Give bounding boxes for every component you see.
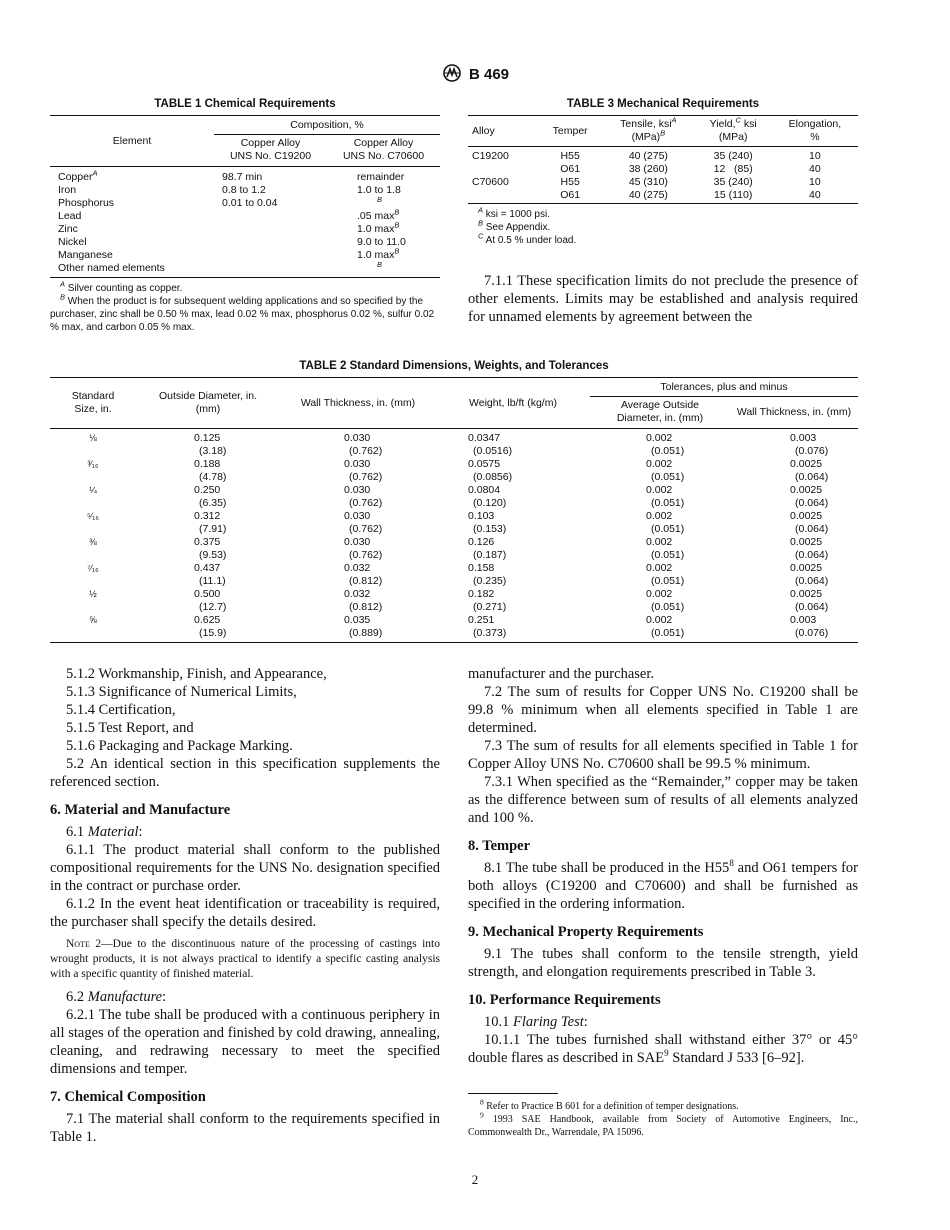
- para-5-2: 5.2 An identical section in this specification supplements the referenced section.: [50, 756, 440, 790]
- para-5-1-6: 5.1.6 Packaging and Package Marking.: [66, 738, 293, 754]
- para-6-2-1: 6.2.1 The tube shall be produced with a continuous periphery in all stages of the operation and finished by cold drawing, annealing, cleaning, and redrawing necessary to meet the specified dimensions and temper.: [50, 1007, 440, 1077]
- table-1-row: [50, 223, 440, 236]
- para-6-1: 6.1 Material:: [66, 824, 143, 840]
- table-2-cell-od: 0.125 (3.18): [194, 432, 227, 457]
- table-2-cell-od: 0.500 (12.7): [194, 588, 227, 613]
- table-2-cell-tol-od: 0.002 (0.051): [646, 432, 685, 457]
- table-2-cell-tol-od: 0.002 (0.051): [646, 588, 685, 613]
- table-2-cell-wall: 0.030 (0.762): [344, 458, 383, 483]
- table-1-cell-element: Phosphorus: [58, 197, 115, 209]
- table-2-cell-tol-wall: 0.0025 (0.064): [790, 562, 829, 587]
- para-10-1: 10.1 Flaring Test:: [484, 1014, 588, 1030]
- table-1-footnote-a: $^A$ Silver counting as copper.: [60, 279, 183, 294]
- table-1-cell-element: Nickel: [58, 236, 87, 248]
- footnote-8: $^8$ Refer to Practice B 601 for a definition of temper designations.: [480, 1097, 739, 1112]
- table-3-row: [468, 163, 858, 176]
- table-2-cell-size: ³⁄₁₆: [87, 459, 99, 469]
- table-1-header-c19200: Copper Alloy UNS No. C19200: [229, 137, 312, 162]
- para-5-1-3: 5.1.3 Significance of Numerical Limits,: [66, 684, 297, 700]
- table-3-cell-yield: 12 (85): [713, 163, 753, 175]
- table-2-header-size: Standard Size, in.: [50, 378, 136, 429]
- table-2-row: [50, 510, 858, 536]
- table-1-cell-c70600: 1.0 to 1.8: [357, 184, 401, 196]
- table-2-cell-size: ½: [89, 589, 97, 599]
- section-6-heading: 6. Material and Manufacture: [50, 802, 231, 818]
- table-3-cell-alloy: [468, 163, 538, 176]
- table-1-cell-c70600: 1.0 $\max^B$: [357, 220, 400, 235]
- table-3-header-yield: Yield,$^C$ ksi (MPa): [709, 115, 757, 143]
- page-number: 2: [471, 1172, 479, 1187]
- table-2-cell-weight: 0.0804 (0.120): [468, 484, 507, 509]
- table-1-cell-c70600: 1.0 $\max^B$: [357, 246, 400, 261]
- table-2-row: [50, 429, 858, 459]
- astm-logo-icon: [441, 64, 463, 86]
- table-1-cell-c70600: B: [377, 194, 383, 204]
- table-3-caption: TABLE 3 Mechanical Requirements: [566, 98, 760, 110]
- table-3-cell-elongation: 10: [809, 150, 821, 162]
- table-3-cell-alloy: C19200: [472, 150, 509, 162]
- table-2-cell-wall: 0.032 (0.812): [344, 562, 383, 587]
- table-2-cell-tol-wall: 0.0025 (0.064): [790, 588, 829, 613]
- table-2-cell-tol-od: 0.002 (0.051): [646, 484, 685, 509]
- table-1-cell-element: Lead: [58, 210, 82, 222]
- section-7-heading: 7. Chemical Composition: [50, 1089, 206, 1105]
- table-1-cell-c19200: [214, 262, 327, 278]
- table-2-cell-tol-wall: 0.0025 (0.064): [790, 484, 829, 509]
- table-2-cell-od: 0.437 (11.1): [194, 562, 226, 587]
- para-6-2: 6.2 Manufacture:: [66, 989, 167, 1005]
- table-2-cell-size: ⁵⁄₁₆: [87, 511, 99, 521]
- table-3-cell-temper: O61: [560, 163, 581, 175]
- section-8-heading: 8. Temper: [468, 838, 531, 854]
- para-7-3: 7.3 The sum of results for all elements specified in Table 1 for Copper Alloy UNS No. C70600 shall be 99.5 % minimum.: [468, 738, 858, 772]
- table-3-header-elongation: Elongation, %: [788, 118, 842, 143]
- para-8-1: 8.1 The tube shall be produced in the $H55^8$ and O61 tempers for both alloys (C19200 and C70600) and shall be furnished as specified in the ordering information.: [468, 858, 859, 912]
- table-3-cell-alloy: C70600: [472, 176, 509, 188]
- table-3-cell-temper: H55: [560, 150, 580, 162]
- table-1-caption: TABLE 1 Chemical Requirements: [154, 98, 336, 110]
- table-3-row: [468, 176, 858, 189]
- table-2-row: [50, 588, 858, 614]
- table-2-cell-weight: 0.251 (0.373): [468, 614, 507, 639]
- table-2-cell-tol-wall: 0.003 (0.076): [790, 614, 829, 639]
- para-6-1-1: 6.1.1 The product material shall conform to the published compositional requirements for the UNS No. designation specified in the contract or purchase order.: [50, 842, 440, 894]
- table-3-cell-elongation: 10: [809, 176, 821, 188]
- table-2-cell-weight: 0.0347 (0.0516): [468, 432, 513, 457]
- table-3-cell-tensile: 38 (260): [628, 163, 668, 175]
- note-2: Note 2—Due to the discontinuous nature of the processing of castings into wrought products, it is not always practical to identify a specific casting analysis with a specific quantity of finished material.: [50, 938, 440, 980]
- table-2-cell-od: 0.625 (15.9): [194, 614, 227, 639]
- table-2-row: [50, 536, 858, 562]
- table-3-cell-elongation: 40: [809, 189, 821, 201]
- table-1-row: [50, 262, 440, 278]
- para-5-1-2: 5.1.2 Workmanship, Finish, and Appearance,: [66, 666, 327, 682]
- table-1-cell-element: Manganese: [58, 249, 113, 261]
- table-2-cell-tol-wall: 0.0025 (0.064): [790, 458, 829, 483]
- table-1-header-composition: Composition, %: [214, 116, 440, 135]
- table-1-row: [50, 236, 440, 249]
- table-1-footnotes: [50, 279, 440, 334]
- table-2-header-weight: Weight, lb/ft (kg/m): [436, 378, 590, 429]
- table-2-cell-od: 0.250 (6.35): [194, 484, 227, 509]
- table-3-cell-temper: H55: [560, 176, 580, 188]
- table-3-cell-elongation: 40: [809, 163, 821, 175]
- table-2-header-tol-od: Average Outside Diameter, in. (mm): [616, 399, 704, 424]
- table-3-cell-tensile: 40 (275): [628, 150, 668, 162]
- table-2-cell-size: ⁷⁄₁₆: [87, 563, 99, 573]
- page-header: [0, 64, 950, 86]
- table-2-cell-size: ¼: [89, 485, 97, 495]
- table-1-cell-c19200: [214, 236, 327, 249]
- table-2-cell-weight: 0.182 (0.271): [468, 588, 507, 613]
- table-2-header-wall: Wall Thickness, in. (mm): [280, 378, 436, 429]
- para-7-1: 7.1 The material shall conform to the requirements specified in Table 1.: [50, 1111, 440, 1145]
- table-2-cell-tol-od: 0.002 (0.051): [646, 536, 685, 561]
- table-2-row: [50, 614, 858, 643]
- table-3-header-tensile: Tensile, ksi$^A$ (MPa)$^B$: [620, 115, 677, 143]
- table-1-grid: [50, 115, 440, 278]
- para-7-2: 7.2 The sum of results for Copper UNS No. C19200 shall be 99.8 % minimum when all elements specified in Table 1 are determined.: [468, 684, 858, 736]
- table-2-cell-tol-wall: 0.0025 (0.064): [790, 510, 829, 535]
- table-1-cell-c70600: B: [377, 259, 383, 269]
- para-7-1-1: 7.1.1 These specification limits do not preclude the presence of other elements. Limits may be established and analysis required for unnamed elements by agreement between the: [468, 273, 858, 325]
- table-2-cell-od: 0.188 (4.78): [194, 458, 227, 483]
- table-2-cell-weight: 0.103 (0.153): [468, 510, 507, 535]
- table-2-cell-size: ⅝: [89, 615, 97, 625]
- table-2-cell-wall: 0.030 (0.762): [344, 536, 383, 561]
- table-3-header-alloy: Alloy: [472, 124, 495, 137]
- table-2-cell-weight: 0.158 (0.235): [468, 562, 507, 587]
- footnote-9: $^9$ 1993 SAE Handbook, available from Society of Automotive Engineers, Inc., Commonwealth Dr., Warrendale, PA 15096.: [468, 1110, 858, 1138]
- table-2: [50, 360, 858, 643]
- table-2-grid: [50, 377, 858, 643]
- table-1-cell-c70600: .05 $\max^B$: [357, 207, 400, 222]
- table-2-row: [50, 458, 858, 484]
- table-3-cell-yield: 15 (110): [714, 189, 753, 201]
- table-2-caption: TABLE 2 Standard Dimensions, Weights, and Tolerances: [299, 360, 609, 372]
- table-1-cell-element: Iron: [58, 184, 77, 196]
- table-2-cell-tol-od: 0.002 (0.051): [646, 510, 685, 535]
- table-1-row: [50, 210, 440, 223]
- table-3-row: [468, 189, 858, 204]
- table-1: [50, 98, 440, 334]
- table-1-cell-c19200: [214, 223, 327, 236]
- table-2-cell-wall: 0.032 (0.812): [344, 588, 383, 613]
- table-3-cell-yield: 35 (240): [713, 150, 753, 162]
- para-6-1-2: 6.1.2 In the event heat identification or traceability is required, the purchaser shall specify the details desired.: [50, 896, 440, 930]
- table-3-footnotes: [468, 205, 858, 247]
- table-1-header-c70600: Copper Alloy UNS No. C70600: [342, 137, 425, 162]
- right-column: [468, 665, 858, 1139]
- table-1-cell-c19200: 98.7 min: [222, 171, 263, 183]
- table-2-row: [50, 562, 858, 588]
- section-10-heading: 10. Performance Requirements: [468, 992, 661, 1008]
- table-1-cell-element: Other named elements: [58, 262, 165, 274]
- table-1-header-element: Element: [50, 116, 214, 167]
- para-7-1-1-continued: manufacturer and the purchaser.: [468, 666, 654, 682]
- table-2-cell-size: ⅛: [89, 433, 97, 443]
- table-3-header-temper: Temper: [552, 124, 588, 137]
- table-3-grid: [468, 115, 858, 204]
- para-5-1-5: 5.1.5 Test Report, and: [66, 720, 194, 736]
- para-5-1-4: 5.1.4 Certification,: [66, 702, 176, 718]
- para-7-3-1: 7.3.1 When specified as the “Remainder,” copper may be taken as the difference between sum of results of all elements analyzed and 100 %.: [468, 774, 858, 826]
- designation: B 469: [468, 66, 510, 83]
- table-2-cell-wall: 0.030 (0.762): [344, 510, 383, 535]
- section-9-heading: 9. Mechanical Property Requirements: [468, 924, 704, 940]
- table-2-cell-tol-od: 0.002 (0.051): [646, 562, 685, 587]
- table-2-cell-od: 0.375 (9.53): [194, 536, 227, 561]
- table-2-cell-tol-wall: 0.0025 (0.064): [790, 536, 829, 561]
- table-1-row: [50, 197, 440, 210]
- table-2-cell-wall: 0.030 (0.762): [344, 432, 383, 457]
- table-1-cell-c70600: 9.0 to 11.0: [357, 236, 406, 248]
- table-2-cell-weight: 0.126 (0.187): [468, 536, 507, 561]
- footnote-rule: [468, 1093, 558, 1094]
- table-1-cell-element: Zinc: [58, 223, 78, 235]
- table-1-cell-c19200: [214, 249, 327, 262]
- table-3: [468, 98, 858, 247]
- table-2-cell-od: 0.312 (7.91): [194, 510, 227, 535]
- table-3-cell-tensile: 40 (275): [628, 189, 668, 201]
- table-1-row: [50, 167, 440, 185]
- table-3-cell-yield: 35 (240): [713, 176, 753, 188]
- table-2-cell-size: ⅜: [89, 537, 97, 547]
- para-10-1-1: 10.1.1 The tubes furnished shall withstand either 37° or 45° double flares as described in SAE$^9$ Standard J 533 [6–92].: [468, 1032, 858, 1066]
- table-1-footnote-b: $^B$ When the product is for subsequent welding applications and so specified by the purchaser, zinc shall be 0.50 % max, lead 0.02 % max, phosphorus 0.02 %, sulfur 0.02 % max, and carbon 0.05 % max.: [50, 292, 435, 333]
- table-1-cell-element: Copper$^A$: [58, 168, 98, 183]
- right-column-top: [468, 272, 858, 326]
- table-3-cell-alloy: [468, 189, 538, 204]
- table-3-row: [468, 147, 858, 164]
- table-1-cell-c19200: 0.8 to 1.2: [222, 184, 266, 196]
- table-1-cell-c19200: 0.01 to 0.04: [222, 197, 278, 209]
- table-3-cell-temper: O61: [560, 189, 581, 201]
- table-2-cell-wall: 0.035 (0.889): [344, 614, 383, 639]
- para-9-1: 9.1 The tubes shall conform to the tensile strength, yield strength, and elongation requirements prescribed in Table 3.: [468, 946, 858, 980]
- table-2-cell-tol-od: 0.002 (0.051): [646, 614, 685, 639]
- table-2-header-tol-wall: Wall Thickness, in. (mm): [736, 406, 852, 418]
- table-1-cell-c19200: [214, 210, 327, 223]
- table-2-header-od: Outside Diameter, in. (mm): [136, 378, 280, 429]
- table-3-footnote-a: $^A$ ksi = 1000 psi.: [478, 205, 550, 220]
- table-2-row: [50, 484, 858, 510]
- table-2-header-tolerances: Tolerances, plus and minus: [590, 378, 858, 397]
- table-2-cell-tol-wall: 0.003 (0.076): [790, 432, 829, 457]
- table-1-cell-c70600: remainder: [357, 171, 405, 183]
- table-3-footnote-b: $^B$ See Appendix.: [478, 218, 551, 233]
- table-2-cell-weight: 0.0575 (0.0856): [468, 458, 513, 483]
- table-3-cell-tensile: 45 (310): [628, 176, 668, 188]
- table-2-cell-tol-od: 0.002 (0.051): [646, 458, 685, 483]
- left-column: [50, 665, 440, 1146]
- page-footnotes: [468, 1097, 858, 1139]
- table-2-cell-wall: 0.030 (0.762): [344, 484, 383, 509]
- table-3-footnote-c: $^C$ At 0.5 % under load.: [478, 231, 577, 246]
